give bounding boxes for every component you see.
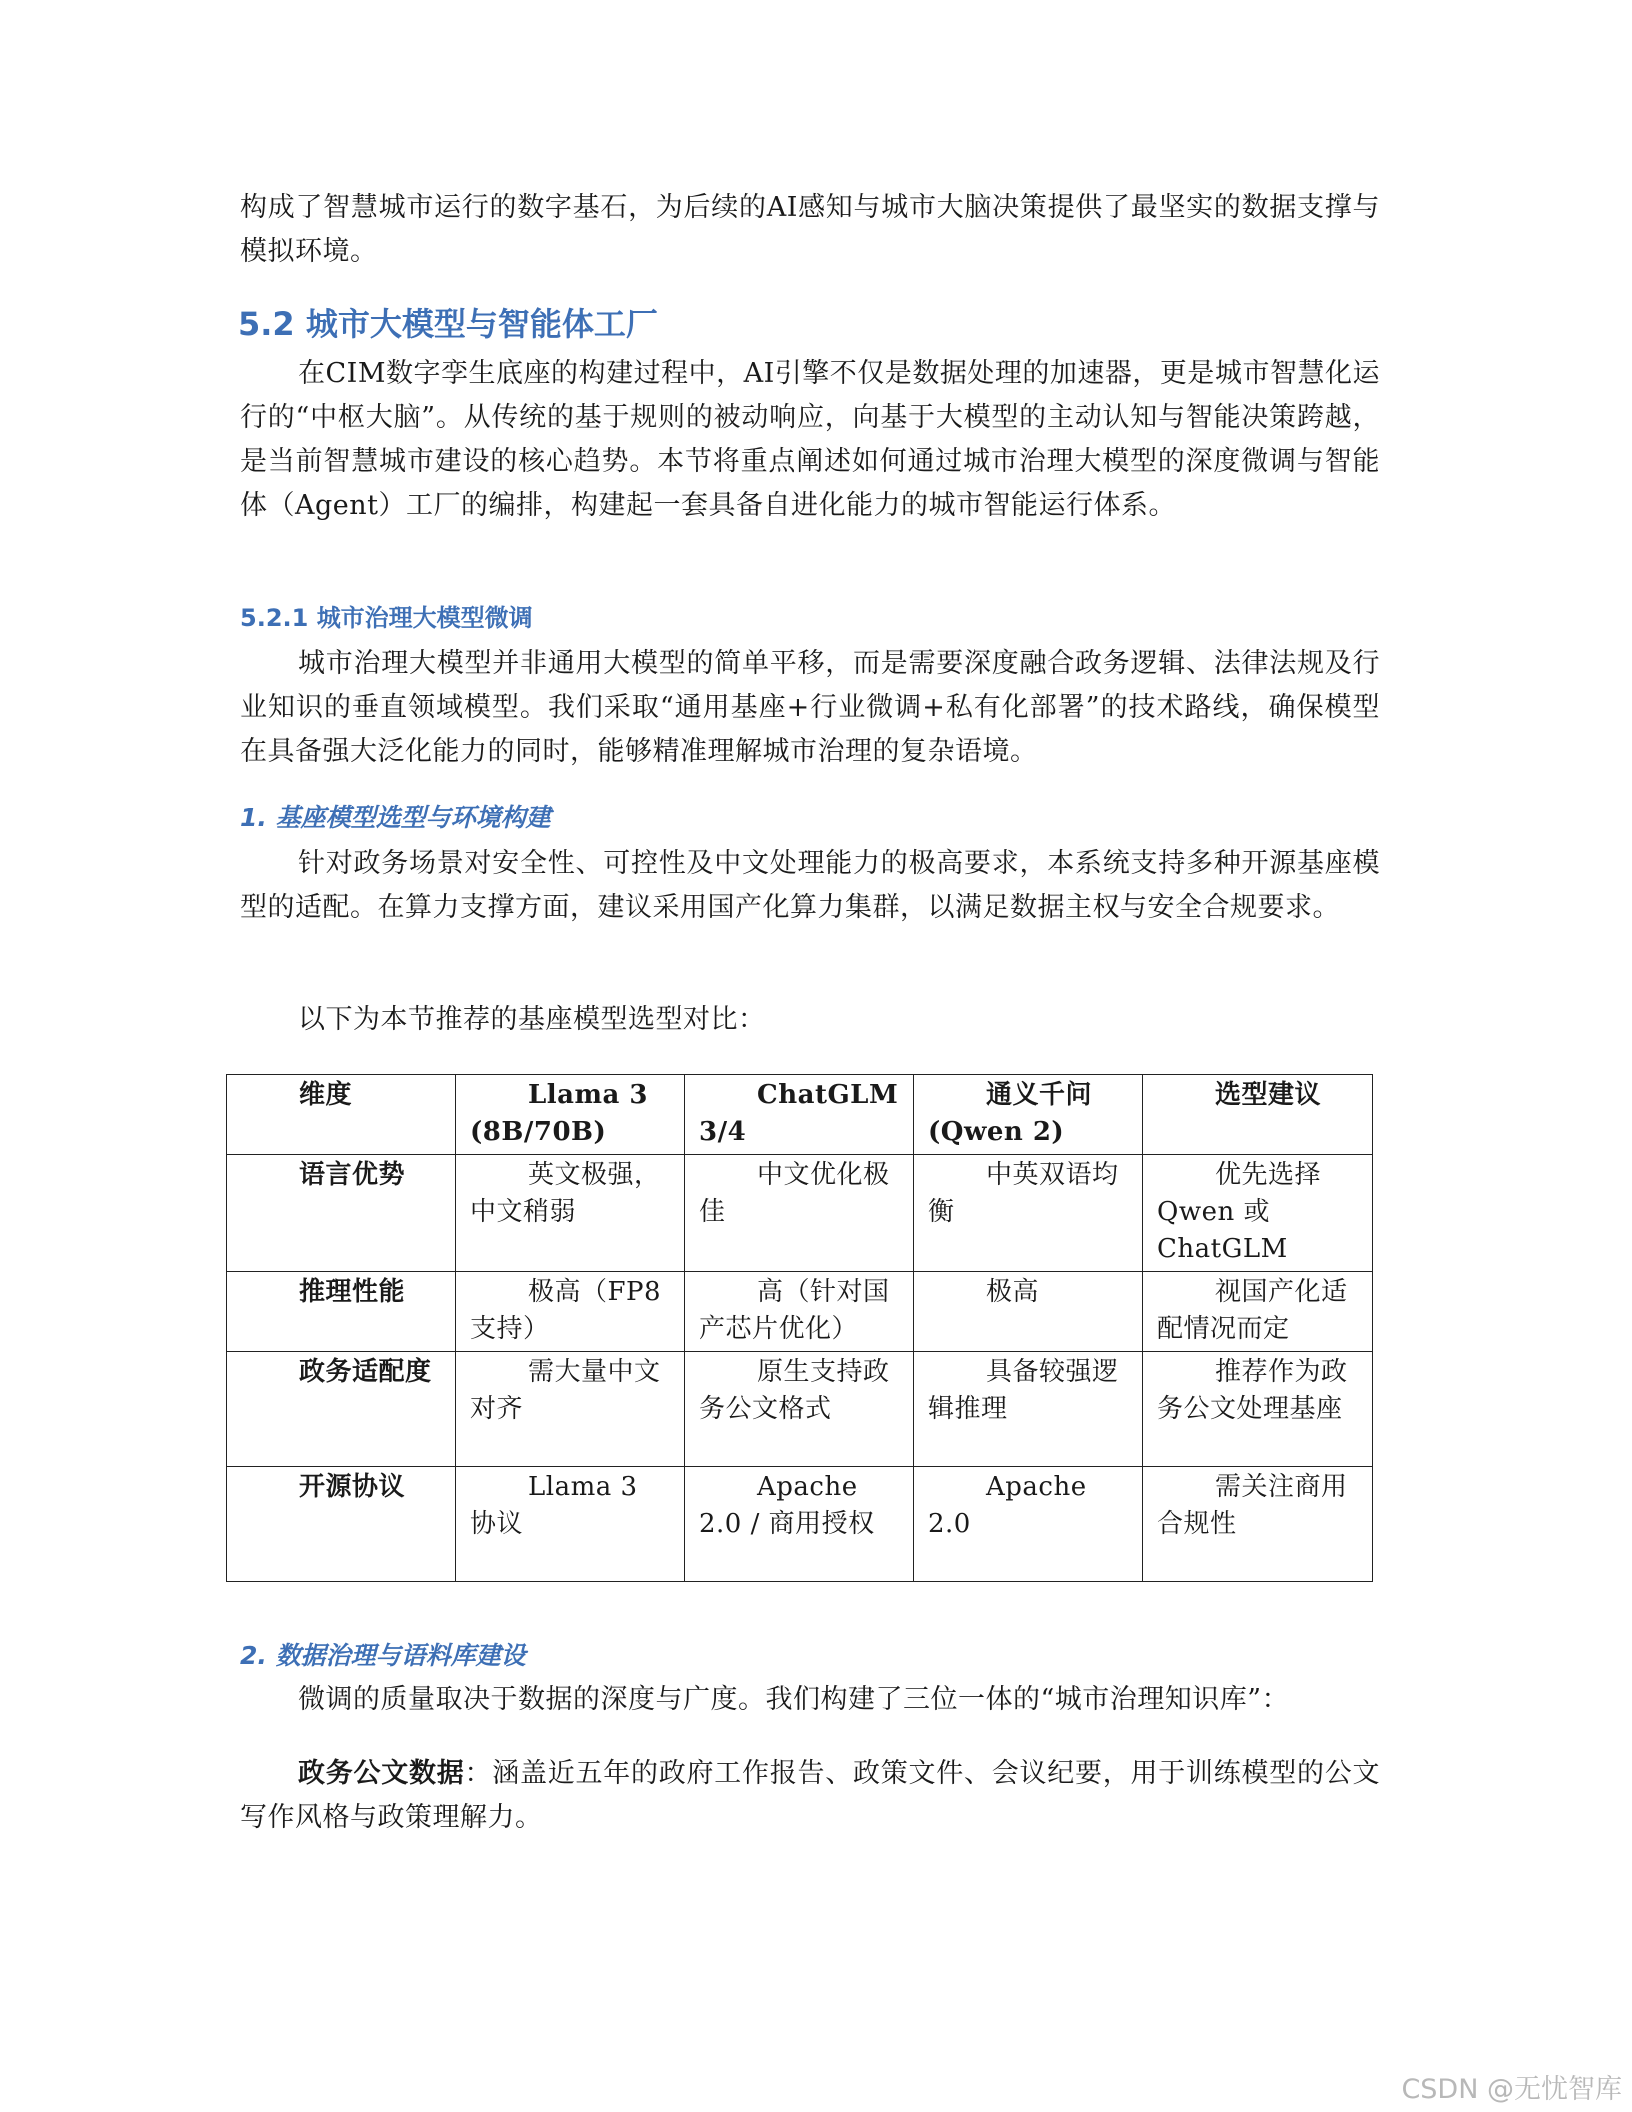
table-cell: 极高 [914, 1272, 1143, 1352]
data-item-text: ：涵盖近五年的政府工作报告、政策文件、会议纪要，用于训练模型的公文写作风格与政策理解力。 [240, 1758, 1380, 1833]
table-row [227, 1155, 1373, 1272]
model-comparison-table [226, 1074, 1373, 1582]
table-header-cell: 选型建议 [1143, 1075, 1373, 1155]
table-cell: 推荐作为政务公文处理基座 [1143, 1352, 1373, 1467]
table-cell: 优先选择 Qwen 或 ChatGLM [1143, 1155, 1373, 1272]
table-cell: 开源协议 [227, 1467, 456, 1582]
table-cell: Llama 3 协议 [456, 1467, 685, 1582]
table-cell: 需关注商用合规性 [1143, 1467, 1373, 1582]
table-cell: Apache 2.0 / 商用授权 [685, 1467, 914, 1582]
data-item-label: 政务公文数据 [298, 1758, 465, 1789]
subsection-1-heading: 1. 基座模型选型与环境构建 [240, 803, 551, 832]
subsection-2-heading: 2. 数据治理与语料库建设 [240, 1641, 526, 1670]
table-header-cell: 通义千问 (Qwen 2) [914, 1075, 1143, 1155]
table-row [227, 1272, 1373, 1352]
table-header-row [227, 1075, 1373, 1155]
table-row [227, 1467, 1373, 1582]
table-row [227, 1352, 1373, 1467]
table-cell: 视国产化适配情况而定 [1143, 1272, 1373, 1352]
table-cell: 英文极强，中文稍弱 [456, 1155, 685, 1272]
section-5-2-1-heading: 5.2.1 城市治理大模型微调 [240, 604, 533, 632]
table-cell: 语言优势 [227, 1155, 456, 1272]
table-cell: 原生支持政务公文格式 [685, 1352, 914, 1467]
subsection-2-paragraph: 微调的质量取决于数据的深度与广度。我们构建了三位一体的“城市治理知识库”： [298, 1684, 1290, 1715]
section-5-2-paragraph: 在CIM数字孪生底座的构建过程中，AI引擎不仅是数据处理的加速器，更是城市智慧化运行的“中枢大脑”。从传统的基于规则的被动响应，向基于大模型的主动认知与智能决策跨越，是当前智慧城市建设的核心趋势。本节将重点阐述如何通过城市治理大模型的深度微调与智能体（Agent）工厂的编排，构建起一套具备自进化能力的城市智能运行体系。 [240, 358, 1380, 521]
table-cell: 极高（FP8支持） [456, 1272, 685, 1352]
table-cell: 具备较强逻辑推理 [914, 1352, 1143, 1467]
intro-paragraph: 构成了智慧城市运行的数字基石，为后续的AI感知与城市大脑决策提供了最坚实的数据支撑与模拟环境。 [240, 192, 1380, 267]
data-item-paragraph [240, 1752, 1380, 1840]
table-header-cell: Llama 3 (8B/70B) [456, 1075, 685, 1155]
watermark: CSDN @无忧智库 [1401, 2074, 1622, 2105]
table-header-cell: 维度 [227, 1075, 456, 1155]
section-5-2-1-paragraph: 城市治理大模型并非通用大模型的简单平移，而是需要深度融合政务逻辑、法律法规及行业知识的垂直领域模型。我们采取“通用基座+行业微调+私有化部署”的技术路线，确保模型在具备强大泛化能力的同时，能够精准理解城市治理的复杂语境。 [240, 648, 1380, 767]
table-intro: 以下为本节推荐的基座模型选型对比： [298, 1004, 766, 1035]
table-cell: 需大量中文对齐 [456, 1352, 685, 1467]
subsection-1-paragraph: 针对政务场景对安全性、可控性及中文处理能力的极高要求，本系统支持多种开源基座模型的适配。在算力支撑方面，建议采用国产化算力集群，以满足数据主权与安全合规要求。 [240, 848, 1380, 923]
table-header-cell: ChatGLM 3/4 [685, 1075, 914, 1155]
section-5-2-heading: 5.2 城市大模型与智能体工厂 [238, 305, 658, 343]
table-cell: 政务适配度 [227, 1352, 456, 1467]
table-cell: 中英双语均衡 [914, 1155, 1143, 1272]
table-cell: 推理性能 [227, 1272, 456, 1352]
table-cell: Apache 2.0 [914, 1467, 1143, 1582]
table-cell: 高（针对国产芯片优化） [685, 1272, 914, 1352]
table-cell: 中文优化极佳 [685, 1155, 914, 1272]
